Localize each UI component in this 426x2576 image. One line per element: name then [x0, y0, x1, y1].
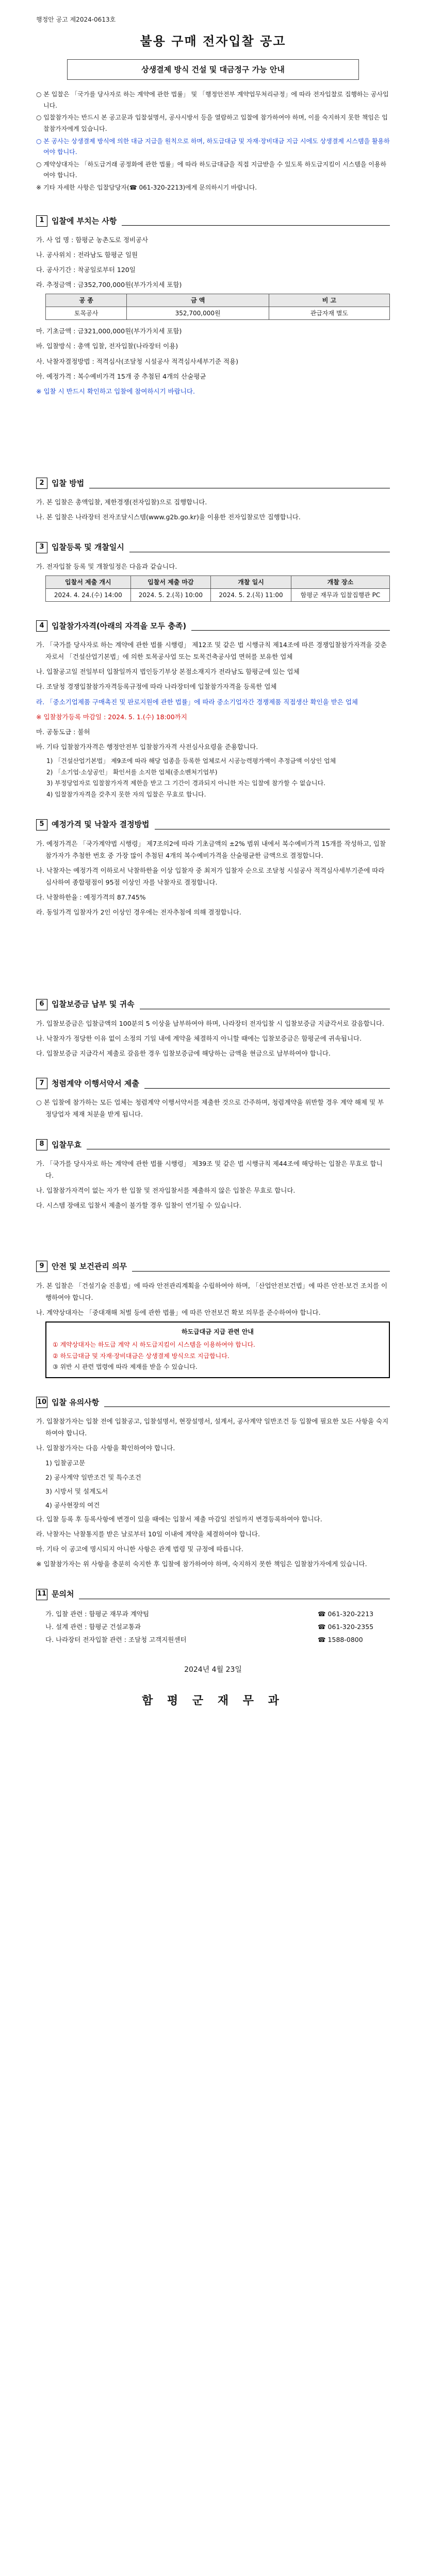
section-subitem: 4) 공사현장의 여건 — [45, 1501, 100, 1509]
notice-box-line: ③ 위반 시 관련 법령에 따라 제재를 받을 수 있습니다. — [53, 1363, 198, 1371]
section-item: 마. 공동도급 : 불허 — [36, 727, 90, 736]
section-item: 가. 예정가격은 「국가계약법 시행령」 제7조의2에 따라 기초금액의 ±2% 범위 내에서 복수예비가격 15개를 작성하고, 입찰참가자가 추첨한 번호 중 가장 많이 추첨된 4개의 복수예비가격을 산술평균한 금액으로 결정합니다. — [36, 839, 386, 859]
section-subnote: 1) 「건설산업기본법」 제9조에 따라 해당 업종을 등록한 업체로서 시공능력평가액이 추정금액 이상인 업체 — [46, 757, 336, 765]
spacer — [36, 936, 390, 997]
section-item: 아. 예정가격 : 복수예비가격 15개 중 추첨된 4개의 산술평균 — [36, 372, 206, 380]
section-item: 다. 시스템 장애로 입찰서 제출이 불가할 경우 입찰이 연기될 수 있습니다. — [36, 1201, 241, 1210]
section-title: 입찰 방법 — [52, 478, 85, 488]
section-divider — [144, 1088, 390, 1089]
notice-box-line: ① 계약상대자는 하도급 계약 시 하도급지킴이 시스템을 이용하여야 합니다. — [53, 1341, 255, 1348]
table-header: 공 종 — [46, 294, 127, 307]
section-item: 라. 낙찰자는 낙찰통지를 받은 날로부터 10일 이내에 계약을 체결하여야 합니다. — [36, 1530, 260, 1538]
section-header — [36, 818, 390, 831]
section-number: 9 — [36, 1261, 47, 1272]
contact-phone: ☎ 061-320-2213 — [318, 1609, 374, 1618]
section-item: 바. 입찰방식 : 총액 입찰, 전자입찰(나라장터 이용) — [36, 342, 178, 350]
table-cell: 2024. 5. 2.(목) 11:00 — [211, 588, 291, 601]
section-subitem: 2) 공사계약 일반조건 및 특수조건 — [45, 1473, 141, 1481]
section-subitem: 1) 입찰공고문 — [45, 1459, 86, 1467]
contact-label: 나. 설계 관련 : 함평군 건설교통과 — [45, 1622, 141, 1631]
spacer — [36, 1229, 390, 1260]
section-item: 가. 본 입찰은 「건설기술 진흥법」에 따라 안전관리계획을 수립하여야 하며, 「산업안전보건법」에 따른 안전·보건 조치를 이행하여야 합니다. — [36, 1281, 388, 1301]
intro-item: ○ 입찰참가자는 반드시 본 공고문과 입찰설명서, 공사시방서 등을 열람하고 입찰에 참가하여야 하며, 이를 숙지하지 못한 책임은 입찰참가자에게 있습니다. — [36, 114, 388, 133]
section-item: 나. 본 입찰은 나라장터 전자조달시스템(www.g2b.go.kr)을 이용한 전자입찰로만 집행합니다. — [36, 513, 301, 521]
section-item: 마. 기타 이 공고에 명시되지 아니한 사항은 관계 법령 및 규정에 따릅니다. — [36, 1545, 243, 1553]
table-header: 금 액 — [127, 294, 269, 307]
issuer-name: 함 평 군 재 무 과 — [142, 1694, 284, 1708]
section-item: 다. 공사기간 : 착공일로부터 120일 — [36, 266, 136, 274]
table-cell: 관급자재 별도 — [269, 307, 389, 320]
section-item: 가. 「국가를 당사자로 하는 계약에 관한 법률 시행령」 제39조 및 같은 법 시행규칙 제44조에 해당하는 입찰은 무효로 합니다. — [36, 1159, 383, 1179]
table-cell: 함평군 재무과 입찰집행관 PC — [291, 588, 389, 601]
table-cell: 토목공사 — [46, 307, 127, 320]
notice-number: 행정안 공고 제2024-0613호 — [36, 16, 116, 23]
intro-item: ○ 본 입찰은 「국가를 당사자로 하는 계약에 관한 법률」 및 「행정안전부 계약업무처리규정」에 따라 전자입찰로 집행하는 공사입니다. — [36, 91, 389, 109]
section-title: 문의처 — [52, 1589, 74, 1599]
section-item: 다. 조달청 경쟁입찰참가자격등록규정에 따라 나라장터에 입찰참가자격을 등록한 업체 — [36, 683, 277, 691]
section-header — [36, 214, 390, 228]
section-item: 나. 입찰참가자는 다음 사항을 확인하여야 합니다. — [36, 1444, 175, 1452]
intro-item: ※ 기타 자세한 사항은 입찰담당자(☎ 061-320-2213)에게 문의하시기 바랍니다. — [36, 184, 257, 191]
section-number: 11 — [36, 1589, 47, 1600]
section-title: 청렴계약 이행서약서 제출 — [52, 1079, 139, 1089]
section-item: 가. 사 업 명 : 함평군 농촌도로 정비공사 — [36, 235, 149, 244]
section-item: 나. 공사위치 : 전라남도 함평군 일원 — [36, 250, 138, 259]
section-5 — [36, 818, 390, 918]
section-number: 2 — [36, 478, 47, 489]
section-6 — [36, 997, 390, 1059]
section-header — [36, 1138, 390, 1151]
section-header — [36, 540, 390, 554]
table-header: 개찰 장소 — [291, 575, 389, 588]
table-header: 개찰 일시 — [211, 575, 291, 588]
section-header — [36, 477, 390, 490]
section-header — [36, 997, 390, 1011]
section-note: ※ 입찰참가자는 위 사항을 충분히 숙지한 후 입찰에 참가하여야 하며, 숙지하지 못한 책임은 입찰참가자에게 있습니다. — [36, 1560, 367, 1568]
section-divider — [122, 225, 390, 226]
section-item: 다. 낙찰하한율 : 예정가격의 87.745% — [36, 893, 146, 902]
section-item: 라. 「중소기업제품 구매촉진 및 판로지원에 관한 법률」에 따라 중소기업자간 경쟁제품 직접생산 확인을 받은 업체 — [36, 698, 358, 706]
section-title: 입찰무효 — [52, 1140, 81, 1149]
section-3 — [36, 540, 390, 601]
table-header: 입찰서 제출 마감 — [130, 575, 211, 588]
spacer — [36, 415, 390, 477]
section-9 — [36, 1260, 390, 1378]
intro-item: ○ 계약상대자는 「하도급거래 공정화에 관한 법률」에 따라 하도급대금을 직접 지급받을 수 있도록 하도급지킴이 시스템을 이용하여야 합니다. — [36, 160, 387, 179]
intro-item: ○ 본 공사는 상생결제 방식에 의한 대금 지급을 원칙으로 하며, 하도급대금 및 자재·장비대금 지급 시에도 상생결제 시스템을 활용하여야 합니다. — [36, 137, 390, 156]
section-number: 8 — [36, 1139, 47, 1150]
contact-phone: ☎ 061-320-2355 — [318, 1622, 374, 1631]
section-item: 마. 기초금액 : 금321,000,000원(부가가치세 포함) — [36, 327, 182, 335]
intro-list — [36, 89, 390, 193]
contact-row — [36, 1607, 390, 1620]
table-cell: 352,700,000원 — [127, 307, 269, 320]
section-divider — [132, 1271, 390, 1272]
table-cell: 2024. 4. 24.(수) 14:00 — [46, 588, 131, 601]
section-10 — [36, 1396, 390, 1570]
section-number: 3 — [36, 542, 47, 553]
section-1 — [36, 214, 390, 397]
section-note: ※ 입찰참가등록 마감일 : 2024. 5. 1.(수) 18:00까지 — [36, 713, 187, 721]
section-7 — [36, 1077, 390, 1121]
section-header — [36, 1077, 390, 1090]
section-title: 예정가격 및 낙찰자 결정방법 — [52, 820, 150, 829]
section-number: 10 — [36, 1397, 47, 1408]
section-item: 나. 입찰참가자격이 없는 자가 한 입찰 및 전자입찰서를 제출하지 않은 입찰은 무효로 합니다. — [36, 1187, 296, 1195]
section-title: 입찰 유의사항 — [52, 1397, 100, 1407]
section-header — [36, 1260, 390, 1273]
table-row — [46, 588, 390, 601]
section-divider — [104, 1406, 390, 1407]
section-item: 가. 입찰참가자는 입찰 전에 입찰공고, 입찰설명서, 현장설명서, 설계서, 공사계약 일반조건 등 입찰에 필요한 모든 사항을 숙지하여야 합니다. — [36, 1417, 389, 1437]
section-header — [36, 1396, 390, 1409]
section-title: 입찰에 부치는 사항 — [52, 216, 117, 226]
section-item: 가. 「국가를 당사자로 하는 계약에 관한 법률 시행령」 제12조 및 같은 법 시행규칙 제14조에 따른 경쟁입찰참가자격을 갖춘 자로서 「건설산업기본법」에 의한 토목공사업 또는 토목건축공사업 면허를 보유한 업체 — [36, 641, 387, 661]
notice-box — [45, 1321, 390, 1378]
subtitle-box: 상생결제 방식 건설 및 대금정구 가능 안내 — [67, 59, 359, 80]
section-number: 4 — [36, 620, 47, 632]
section-subnote: 3) 부정당업자로 입찰참가자격 제한을 받고 그 기간이 경과되지 아니한 자는 입찰에 참가할 수 없습니다. — [46, 779, 325, 787]
section-item: 다. 입찰 등록 후 등록사항에 변경이 있을 때에는 입찰서 제출 마감일 전일까지 변경등록하여야 합니다. — [36, 1515, 322, 1523]
table-row — [46, 307, 390, 320]
section-title: 안전 및 보건관리 의무 — [52, 1262, 127, 1272]
section-item: 바. 기타 입찰참가자격은 행정안전부 입찰참가자격 사전심사요령을 준용합니다. — [36, 742, 258, 751]
section-item: 나. 계약상대자는 「중대재해 처벌 등에 관한 법률」에 따른 안전보건 확보 의무를 준수하여야 합니다. — [36, 1308, 321, 1316]
section-item: 가. 본 입찰은 총액입찰, 제한경쟁(전자입찰)으로 집행합니다. — [36, 498, 207, 506]
notice-date: 2024년 4월 23일 — [184, 1665, 242, 1674]
section-header — [36, 1587, 390, 1601]
section-subnote: 2) 「소기업·소상공인」 확인서를 소지한 업체(중소벤처기업부) — [46, 768, 218, 776]
section-item: 사. 낙찰자결정방법 : 적격심사(조달청 시설공사 적격심사세부기준 적용) — [36, 357, 238, 365]
schedule-table — [45, 575, 390, 602]
section-number: 5 — [36, 819, 47, 831]
section-subnote: 4) 입찰참가자격을 갖추지 못한 자의 입찰은 무효로 합니다. — [46, 790, 206, 798]
section-item: 나. 낙찰자가 정당한 이유 없이 소정의 기일 내에 계약을 체결하지 아니할 때에는 입찰보증금은 함평군에 귀속됩니다. — [36, 1034, 362, 1042]
notice-box-title: 하도급대금 지급 관련 안내 — [181, 1328, 254, 1335]
section-item: 나. 입찰공고일 전일부터 입찰일까지 법인등기부상 본점소재지가 전라남도 함평군에 있는 업체 — [36, 668, 300, 676]
section-item: 다. 입찰보증금 지급각서 제출로 갈음한 경우 입찰보증금에 해당하는 금액을 현금으로 납부하여야 합니다. — [36, 1049, 331, 1057]
section-number: 7 — [36, 1078, 47, 1089]
section-note: ※ 입찰 시 반드시 확인하고 입찰에 참여하시기 바랍니다. — [36, 387, 195, 395]
section-item: 나. 낙찰자는 예정가격 이하로서 낙찰하한율 이상 입찰자 중 최저가 입찰자 순으로 조달청 시설공사 적격심사세부기준에 따라 심사하여 종합평점이 95점 이상인 자를 낙찰자로 결정합니다. — [36, 866, 385, 887]
table-header: 비 고 — [269, 294, 389, 307]
section-title: 입찰보증금 납부 및 귀속 — [52, 999, 135, 1009]
contact-phone: ☎ 1588-0800 — [318, 1635, 363, 1643]
section-number: 6 — [36, 999, 47, 1010]
section-subitem: 3) 시방서 및 설계도서 — [45, 1487, 108, 1495]
section-8 — [36, 1138, 390, 1212]
section-item: 가. 전자입찰 등록 및 개찰일정은 다음과 같습니다. — [36, 562, 177, 570]
section-item: 가. 입찰보증금은 입찰금액의 100분의 5 이상을 납부하여야 하며, 나라장터 전자입찰 시 입찰보증금 지급각서로 갈음합니다. — [36, 1019, 384, 1027]
section-item: 라. 동일가격 입찰자가 2인 이상인 경우에는 전자추첨에 의해 결정합니다. — [36, 908, 241, 917]
section-item: 라. 추정금액 : 금352,700,000원(부가가치세 포함) — [36, 281, 182, 289]
section-title: 입찰참가자격(아래의 자격을 모두 충족) — [52, 621, 187, 631]
section-header — [36, 619, 390, 633]
table-cell: 2024. 5. 2.(목) 10:00 — [130, 588, 211, 601]
cost-table — [45, 294, 390, 320]
section-item: ○ 본 입찰에 참가하는 모든 업체는 청렴계약 이행서약서를 제출한 것으로 간주하며, 청렴계약을 위반할 경우 계약 해제 및 부정당업자 제재 처분을 받게 됩니다. — [36, 1098, 384, 1118]
section-divider — [191, 630, 390, 631]
notice-box-line: ② 하도급대금 및 자재·장비대금은 상생결제 방식으로 지급합니다. — [53, 1352, 230, 1360]
contact-label: 다. 나라장터 전자입찰 관련 : 조달청 고객지원센터 — [45, 1635, 187, 1643]
page-title: 불용 구매 전자입찰 공고 — [140, 34, 286, 48]
contact-label: 가. 입찰 관련 : 함평군 재무과 계약팀 — [45, 1609, 150, 1618]
section-2 — [36, 477, 390, 523]
section-4 — [36, 619, 390, 801]
section-number: 1 — [36, 215, 47, 227]
table-header: 입찰서 제출 개시 — [46, 575, 131, 588]
section-11 — [36, 1587, 390, 1646]
section-title: 입찰등록 및 개찰일시 — [52, 543, 124, 552]
contact-row — [36, 1633, 390, 1646]
contact-row — [36, 1620, 390, 1633]
